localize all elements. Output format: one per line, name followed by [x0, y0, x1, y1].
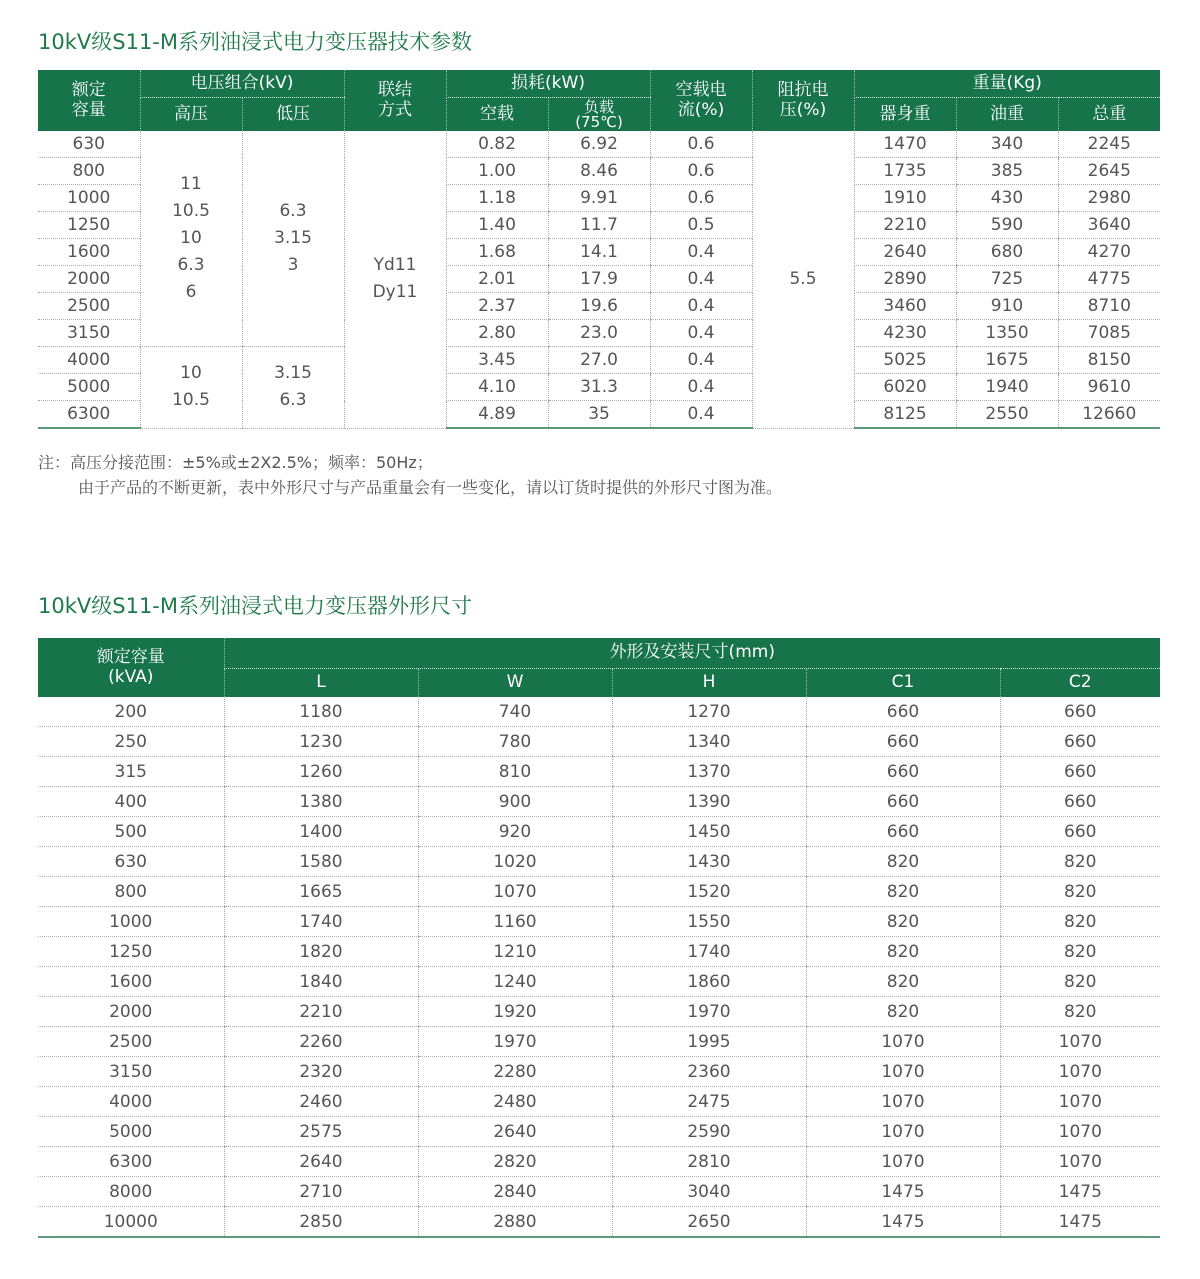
- header-no-load-loss: 空载: [446, 98, 548, 132]
- W-cell: 2880: [418, 1207, 612, 1238]
- C1-cell: 660: [806, 697, 1000, 727]
- C2-cell: 820: [1000, 937, 1160, 967]
- L-cell: 1840: [224, 967, 418, 997]
- no-load-current-cell: 0.4: [650, 401, 752, 429]
- capacity-cell: 315: [38, 757, 224, 787]
- no-load-current-cell: 0.5: [650, 212, 752, 239]
- capacity-cell: 1600: [38, 967, 224, 997]
- no-load-current-cell: 0.4: [650, 347, 752, 374]
- C1-cell: 820: [806, 907, 1000, 937]
- total-weight-cell: 8150: [1058, 347, 1160, 374]
- spec-row: [38, 131, 1160, 158]
- body-weight-cell: 4230: [854, 320, 956, 347]
- L-cell: 1820: [224, 937, 418, 967]
- no-load-loss-cell: 0.82: [446, 131, 548, 158]
- header-no-load-current: 空载电 流(%): [650, 70, 752, 131]
- W-cell: 1210: [418, 937, 612, 967]
- W-cell: 920: [418, 817, 612, 847]
- C2-cell: 1475: [1000, 1177, 1160, 1207]
- H-cell: 2650: [612, 1207, 806, 1238]
- C1-cell: 820: [806, 967, 1000, 997]
- dims-row: [38, 1147, 1160, 1177]
- header-load-temp: (75℃): [575, 112, 623, 131]
- no-load-current-cell: 0.4: [650, 239, 752, 266]
- H-cell: 1340: [612, 727, 806, 757]
- W-cell: 1160: [418, 907, 612, 937]
- no-load-current-cell: 0.6: [650, 185, 752, 212]
- W-cell: 2820: [418, 1147, 612, 1177]
- capacity-cell: 5000: [38, 1117, 224, 1147]
- L-cell: 2640: [224, 1147, 418, 1177]
- dims-row: [38, 937, 1160, 967]
- no-load-loss-cell: 4.10: [446, 374, 548, 401]
- C1-cell: 660: [806, 757, 1000, 787]
- no-load-loss-cell: 4.89: [446, 401, 548, 429]
- hv-voltage-merged: 11 10.5 10 6.3 6: [140, 131, 242, 347]
- no-load-loss-cell: 1.18: [446, 185, 548, 212]
- W-cell: 1240: [418, 967, 612, 997]
- W-cell: 900: [418, 787, 612, 817]
- capacity-cell: 2500: [38, 1027, 224, 1057]
- H-cell: 1430: [612, 847, 806, 877]
- C2-cell: 660: [1000, 757, 1160, 787]
- lv-voltage-merged: 6.3 3.15 3: [242, 131, 344, 347]
- C1-cell: 660: [806, 787, 1000, 817]
- C2-cell: 660: [1000, 817, 1160, 847]
- oil-weight-cell: 385: [956, 158, 1058, 185]
- L-cell: 1665: [224, 877, 418, 907]
- oil-weight-cell: 680: [956, 239, 1058, 266]
- capacity-cell: 630: [38, 131, 140, 158]
- C2-cell: 820: [1000, 997, 1160, 1027]
- header-connection: 联结 方式: [344, 70, 446, 131]
- H-cell: 1270: [612, 697, 806, 727]
- C2-cell: 1070: [1000, 1057, 1160, 1087]
- C2-cell: 820: [1000, 967, 1160, 997]
- C2-cell: 820: [1000, 907, 1160, 937]
- no-load-current-cell: 0.6: [650, 131, 752, 158]
- oil-weight-cell: 1675: [956, 347, 1058, 374]
- L-cell: 1400: [224, 817, 418, 847]
- header-impedance: 阻抗电 压(%): [752, 70, 854, 131]
- L-cell: 2710: [224, 1177, 418, 1207]
- lv-voltage-merged: 3.15 6.3: [242, 347, 344, 429]
- body-weight-cell: 5025: [854, 347, 956, 374]
- oil-weight-cell: 1940: [956, 374, 1058, 401]
- dims-row: [38, 907, 1160, 937]
- no-load-loss-cell: 1.40: [446, 212, 548, 239]
- dims-row: [38, 847, 1160, 877]
- header-rated-capacity: 额定容量 (kVA): [38, 638, 224, 697]
- dims-row: [38, 817, 1160, 847]
- C1-cell: 820: [806, 847, 1000, 877]
- L-cell: 2320: [224, 1057, 418, 1087]
- H-cell: 1550: [612, 907, 806, 937]
- dims-row: [38, 757, 1160, 787]
- C1-cell: 820: [806, 997, 1000, 1027]
- note-line-1: 注：高压分接范围：±5%或±2X2.5%；频率：50Hz；: [38, 453, 433, 472]
- total-weight-cell: 3640: [1058, 212, 1160, 239]
- H-cell: 2475: [612, 1087, 806, 1117]
- H-cell: 3040: [612, 1177, 806, 1207]
- header-load-label: 负载: [584, 97, 615, 116]
- capacity-cell: 1600: [38, 239, 140, 266]
- C1-cell: 1070: [806, 1147, 1000, 1177]
- oil-weight-cell: 2550: [956, 401, 1058, 429]
- L-cell: 2575: [224, 1117, 418, 1147]
- header-loss-group: 损耗(kW): [446, 70, 650, 98]
- header-W: W: [418, 669, 612, 698]
- capacity-cell: 800: [38, 877, 224, 907]
- header-hv: 高压: [140, 98, 242, 132]
- C2-cell: 1070: [1000, 1027, 1160, 1057]
- dims-row: [38, 1177, 1160, 1207]
- L-cell: 1380: [224, 787, 418, 817]
- capacity-cell: 10000: [38, 1207, 224, 1238]
- dimensions-table: [38, 638, 1160, 1238]
- no-load-loss-cell: 1.68: [446, 239, 548, 266]
- W-cell: 2640: [418, 1117, 612, 1147]
- H-cell: 2590: [612, 1117, 806, 1147]
- C2-cell: 660: [1000, 697, 1160, 727]
- load-loss-cell: 31.3: [548, 374, 650, 401]
- dims-row: [38, 997, 1160, 1027]
- header-total-weight: 总重: [1058, 98, 1160, 132]
- hv-voltage-merged: 10 10.5: [140, 347, 242, 429]
- oil-weight-cell: 340: [956, 131, 1058, 158]
- spec-table-title: 10kV级S11-M系列油浸式电力变压器技术参数: [38, 30, 472, 54]
- body-weight-cell: 1910: [854, 185, 956, 212]
- body-weight-cell: 3460: [854, 293, 956, 320]
- C1-cell: 660: [806, 817, 1000, 847]
- H-cell: 1970: [612, 997, 806, 1027]
- no-load-current-cell: 0.4: [650, 374, 752, 401]
- oil-weight-cell: 910: [956, 293, 1058, 320]
- W-cell: 810: [418, 757, 612, 787]
- load-loss-cell: 23.0: [548, 320, 650, 347]
- W-cell: 2280: [418, 1057, 612, 1087]
- capacity-cell: 3150: [38, 320, 140, 347]
- C2-cell: 1070: [1000, 1147, 1160, 1177]
- C2-cell: 820: [1000, 877, 1160, 907]
- dims-row: [38, 1207, 1160, 1238]
- notes: [38, 450, 782, 500]
- dims-row: [38, 1087, 1160, 1117]
- C1-cell: 1475: [806, 1177, 1000, 1207]
- capacity-cell: 250: [38, 727, 224, 757]
- body-weight-cell: 1470: [854, 131, 956, 158]
- header-load-loss: [548, 98, 650, 132]
- load-loss-cell: 6.92: [548, 131, 650, 158]
- C1-cell: 1070: [806, 1087, 1000, 1117]
- capacity-cell: 1250: [38, 937, 224, 967]
- H-cell: 2360: [612, 1057, 806, 1087]
- capacity-cell: 400: [38, 787, 224, 817]
- H-cell: 1740: [612, 937, 806, 967]
- W-cell: 780: [418, 727, 612, 757]
- no-load-loss-cell: 2.80: [446, 320, 548, 347]
- no-load-loss-cell: 2.37: [446, 293, 548, 320]
- C1-cell: 660: [806, 727, 1000, 757]
- C1-cell: 820: [806, 877, 1000, 907]
- note-line-2: 由于产品的不断更新，表中外形尺寸与产品重量会有一些变化，请以订货时提供的外形尺寸图为准。: [78, 478, 783, 497]
- dims-row: [38, 877, 1160, 907]
- H-cell: 1370: [612, 757, 806, 787]
- no-load-current-cell: 0.4: [650, 320, 752, 347]
- L-cell: 1580: [224, 847, 418, 877]
- dims-row: [38, 727, 1160, 757]
- body-weight-cell: 8125: [854, 401, 956, 429]
- H-cell: 1860: [612, 967, 806, 997]
- capacity-cell: 800: [38, 158, 140, 185]
- load-loss-cell: 17.9: [548, 266, 650, 293]
- C1-cell: 1475: [806, 1207, 1000, 1238]
- capacity-cell: 6300: [38, 1147, 224, 1177]
- capacity-cell: 630: [38, 847, 224, 877]
- capacity-cell: 1000: [38, 907, 224, 937]
- header-H: H: [612, 669, 806, 698]
- L-cell: 2260: [224, 1027, 418, 1057]
- body-weight-cell: 1735: [854, 158, 956, 185]
- capacity-cell: 4000: [38, 347, 140, 374]
- capacity-cell: 1000: [38, 185, 140, 212]
- load-loss-cell: 8.46: [548, 158, 650, 185]
- capacity-cell: 1250: [38, 212, 140, 239]
- dims-row: [38, 1117, 1160, 1147]
- header-voltage-group: 电压组合(kV): [140, 70, 344, 98]
- load-loss-cell: 19.6: [548, 293, 650, 320]
- header-lv: 低压: [242, 98, 344, 132]
- no-load-loss-cell: 2.01: [446, 266, 548, 293]
- body-weight-cell: 2210: [854, 212, 956, 239]
- H-cell: 1450: [612, 817, 806, 847]
- load-loss-cell: 35: [548, 401, 650, 429]
- C1-cell: 820: [806, 937, 1000, 967]
- load-loss-cell: 14.1: [548, 239, 650, 266]
- capacity-cell: 4000: [38, 1087, 224, 1117]
- L-cell: 1230: [224, 727, 418, 757]
- W-cell: 1070: [418, 877, 612, 907]
- header-weight-group: 重量(Kg): [854, 70, 1160, 98]
- impedance-merged: 5.5: [752, 131, 854, 428]
- header-C2: C2: [1000, 669, 1160, 698]
- H-cell: 2810: [612, 1147, 806, 1177]
- W-cell: 1920: [418, 997, 612, 1027]
- capacity-cell: 500: [38, 817, 224, 847]
- total-weight-cell: 2980: [1058, 185, 1160, 212]
- oil-weight-cell: 590: [956, 212, 1058, 239]
- no-load-loss-cell: 1.00: [446, 158, 548, 185]
- oil-weight-cell: 1350: [956, 320, 1058, 347]
- C1-cell: 1070: [806, 1117, 1000, 1147]
- load-loss-cell: 27.0: [548, 347, 650, 374]
- L-cell: 2460: [224, 1087, 418, 1117]
- spec-row: [38, 347, 1160, 374]
- capacity-cell: 6300: [38, 401, 140, 429]
- W-cell: 2480: [418, 1087, 612, 1117]
- load-loss-cell: 9.91: [548, 185, 650, 212]
- dims-row: [38, 1027, 1160, 1057]
- connection-merged: Yd11 Dy11: [344, 131, 446, 428]
- oil-weight-cell: 725: [956, 266, 1058, 293]
- total-weight-cell: 4270: [1058, 239, 1160, 266]
- no-load-current-cell: 0.4: [650, 293, 752, 320]
- body-weight-cell: 2640: [854, 239, 956, 266]
- total-weight-cell: 2245: [1058, 131, 1160, 158]
- W-cell: 1970: [418, 1027, 612, 1057]
- load-loss-cell: 11.7: [548, 212, 650, 239]
- capacity-cell: 2000: [38, 997, 224, 1027]
- capacity-cell: 5000: [38, 374, 140, 401]
- header-body-weight: 器身重: [854, 98, 956, 132]
- header-C1: C1: [806, 669, 1000, 698]
- header-oil-weight: 油重: [956, 98, 1058, 132]
- no-load-current-cell: 0.6: [650, 158, 752, 185]
- L-cell: 1260: [224, 757, 418, 787]
- total-weight-cell: 12660: [1058, 401, 1160, 429]
- C2-cell: 660: [1000, 727, 1160, 757]
- oil-weight-cell: 430: [956, 185, 1058, 212]
- total-weight-cell: 4775: [1058, 266, 1160, 293]
- C1-cell: 1070: [806, 1057, 1000, 1087]
- spec-table: [38, 70, 1160, 429]
- W-cell: 2840: [418, 1177, 612, 1207]
- total-weight-cell: 9610: [1058, 374, 1160, 401]
- capacity-cell: 200: [38, 697, 224, 727]
- header-L: L: [224, 669, 418, 698]
- dims-row: [38, 967, 1160, 997]
- dims-row: [38, 1057, 1160, 1087]
- W-cell: 740: [418, 697, 612, 727]
- H-cell: 1390: [612, 787, 806, 817]
- C2-cell: 1070: [1000, 1117, 1160, 1147]
- no-load-current-cell: 0.4: [650, 266, 752, 293]
- dims-table-title: 10kV级S11-M系列油浸式电力变压器外形尺寸: [38, 594, 472, 618]
- W-cell: 1020: [418, 847, 612, 877]
- dims-row: [38, 787, 1160, 817]
- no-load-loss-cell: 3.45: [446, 347, 548, 374]
- capacity-cell: 8000: [38, 1177, 224, 1207]
- C2-cell: 820: [1000, 847, 1160, 877]
- header-capacity: 额定 容量: [38, 70, 140, 131]
- body-weight-cell: 2890: [854, 266, 956, 293]
- C1-cell: 1070: [806, 1027, 1000, 1057]
- H-cell: 1995: [612, 1027, 806, 1057]
- capacity-cell: 2000: [38, 266, 140, 293]
- header-dims-group: 外形及安装尺寸(mm): [224, 638, 1160, 669]
- C2-cell: 1475: [1000, 1207, 1160, 1238]
- total-weight-cell: 7085: [1058, 320, 1160, 347]
- total-weight-cell: 8710: [1058, 293, 1160, 320]
- capacity-cell: 3150: [38, 1057, 224, 1087]
- capacity-cell: 2500: [38, 293, 140, 320]
- dims-row: [38, 697, 1160, 727]
- H-cell: 1520: [612, 877, 806, 907]
- body-weight-cell: 6020: [854, 374, 956, 401]
- L-cell: 1180: [224, 697, 418, 727]
- C2-cell: 1070: [1000, 1087, 1160, 1117]
- L-cell: 2850: [224, 1207, 418, 1238]
- C2-cell: 660: [1000, 787, 1160, 817]
- L-cell: 1740: [224, 907, 418, 937]
- L-cell: 2210: [224, 997, 418, 1027]
- total-weight-cell: 2645: [1058, 158, 1160, 185]
